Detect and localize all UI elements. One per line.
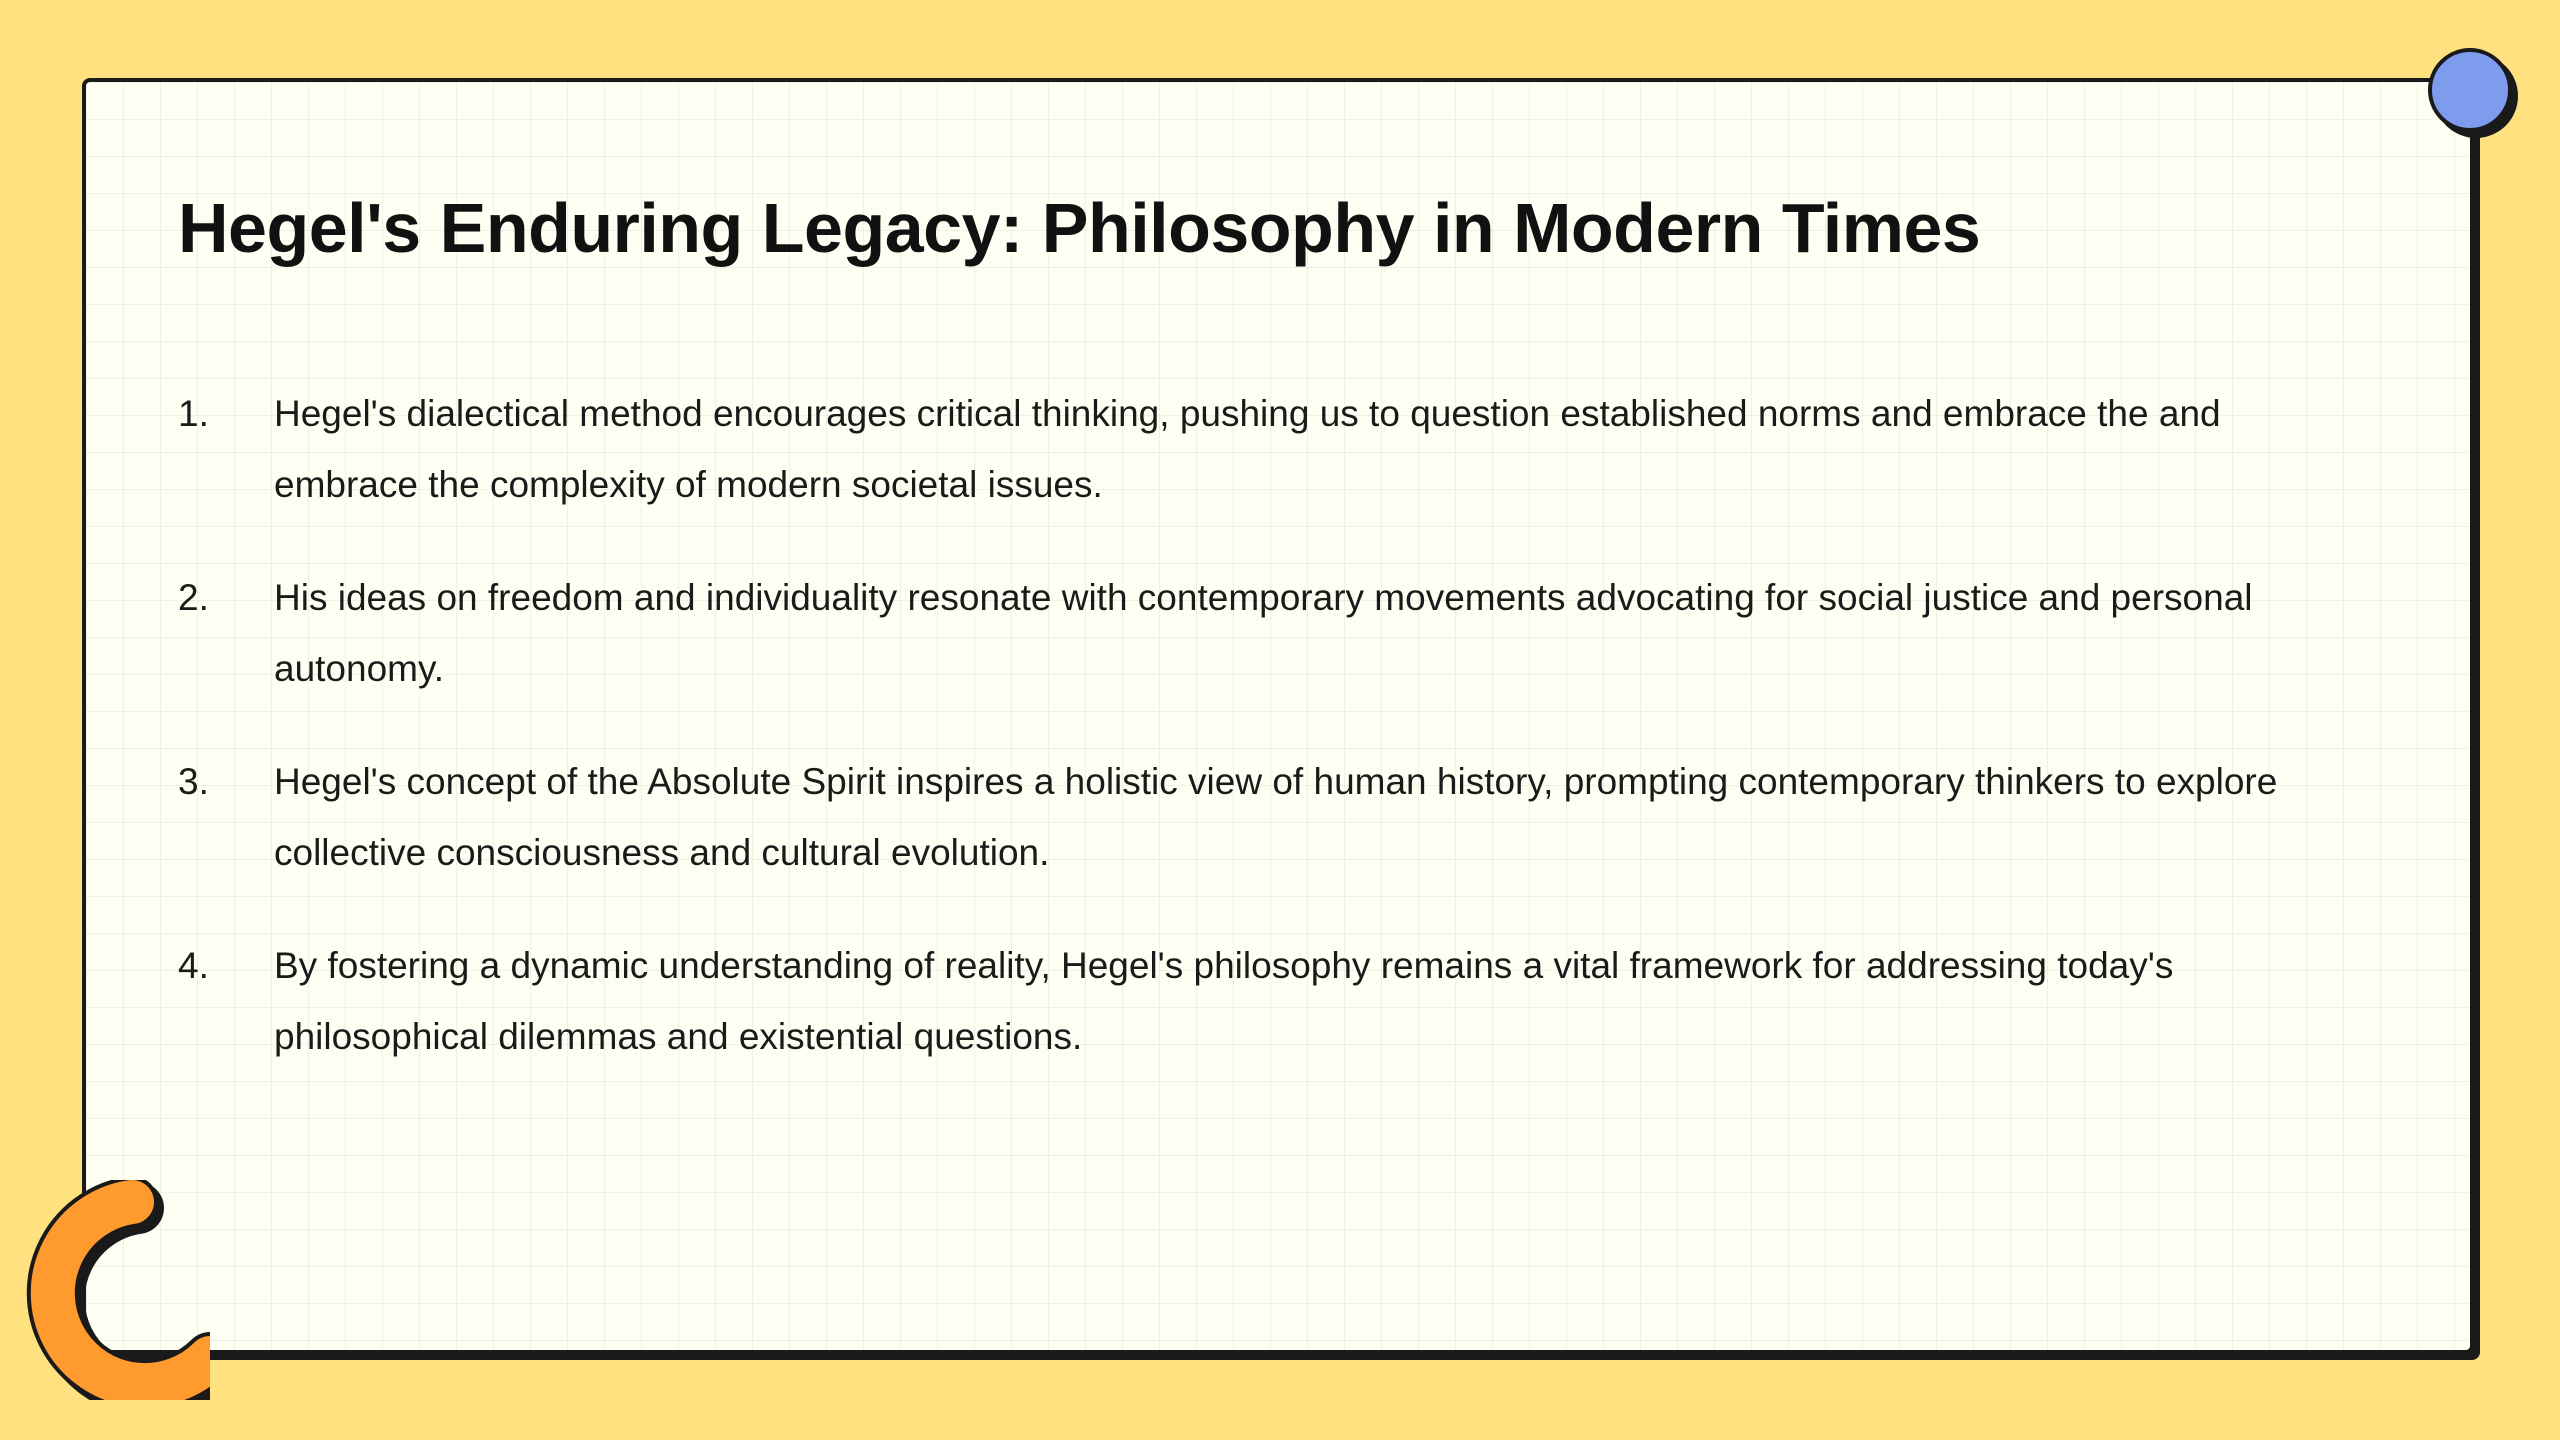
list-item-number: 2.: [178, 577, 209, 618]
list-item-number: 3.: [178, 761, 209, 802]
list-item-number: 4.: [178, 945, 209, 986]
slide-title: Hegel's Enduring Legacy: Philosophy in Modern Times: [178, 189, 1981, 267]
orange-arc-decoration-icon: [20, 1180, 210, 1400]
legacy-list: [178, 378, 2318, 1114]
list-item-text: His ideas on freedom and individuality resonate with contemporary movements advocating for social justice and personal autonomy.: [274, 577, 2253, 689]
blue-circle-decoration-icon: [2428, 48, 2512, 132]
list-item: [178, 378, 2318, 520]
list-item-text: Hegel's concept of the Absolute Spirit inspires a holistic view of human history, prompting contemporary thinkers to explore collective consciousness and cultural evolution.: [274, 761, 2278, 873]
list-item-text: By fostering a dynamic understanding of reality, Hegel's philosophy remains a vital framework for addressing today's philosophical dilemmas and existential questions.: [274, 945, 2174, 1057]
list-item: [178, 746, 2318, 888]
list-item: [178, 930, 2318, 1072]
list-item-number: 1.: [178, 393, 209, 434]
list-item: [178, 562, 2318, 704]
list-item-text: Hegel's dialectical method encourages critical thinking, pushing us to question established norms and embrace the and embrace the complexity of modern societal issues.: [274, 393, 2221, 505]
